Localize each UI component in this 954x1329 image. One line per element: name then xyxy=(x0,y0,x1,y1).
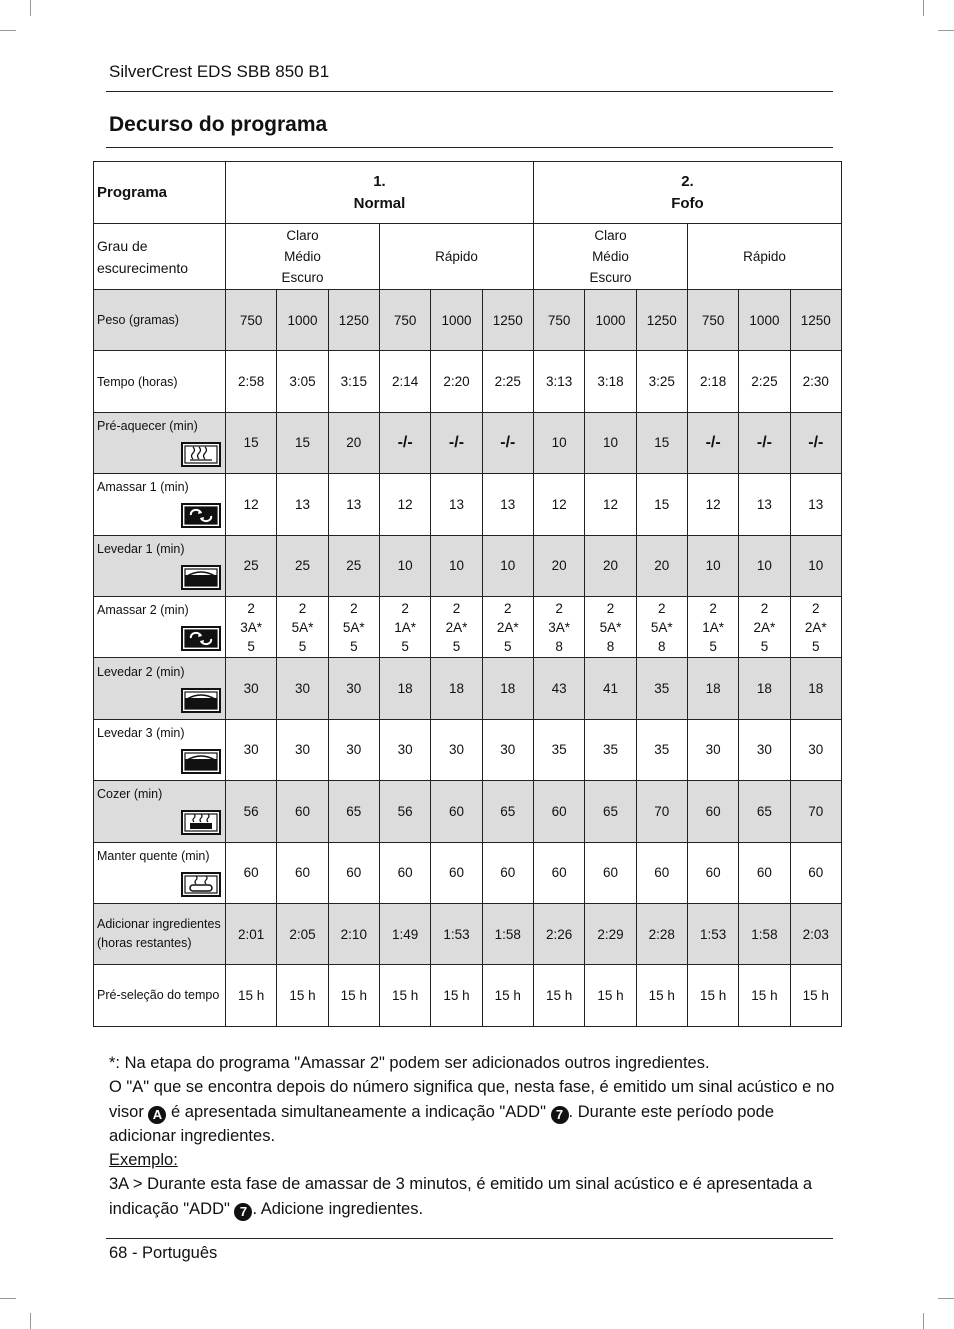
row-label: Tempo (horas) xyxy=(94,351,226,412)
table-cell: 30 xyxy=(328,719,379,780)
table-cell: 2 3A* 8 xyxy=(533,596,584,657)
table-cell: 35 xyxy=(636,719,687,780)
table-cell: 60 xyxy=(790,842,841,903)
table-cell: 18 xyxy=(431,658,482,719)
table-cell: 60 xyxy=(277,781,328,842)
knead-icon xyxy=(181,503,221,531)
table-cell: 30 xyxy=(277,658,328,719)
table-cell: 2:30 xyxy=(790,351,841,412)
table-cell: 12 xyxy=(226,474,277,535)
table-cell: 70 xyxy=(790,781,841,842)
running-header: SilverCrest EDS SBB 850 B1 xyxy=(109,62,330,81)
crop-mark xyxy=(938,1298,954,1299)
table-cell: 18 xyxy=(790,658,841,719)
table-row xyxy=(94,596,842,657)
table-cell: 15 h xyxy=(328,965,379,1026)
table-cell: 2:29 xyxy=(585,903,636,964)
table-cell: -/- xyxy=(379,412,430,473)
table-cell: 1000 xyxy=(277,290,328,351)
row-label: Peso (gramas) xyxy=(94,290,226,351)
table-cell: 12 xyxy=(687,474,738,535)
table-cell: 1000 xyxy=(431,290,482,351)
table-cell: 2:03 xyxy=(790,903,841,964)
table-cell: 1:53 xyxy=(687,903,738,964)
table-cell: 60 xyxy=(687,781,738,842)
table-cell: 15 h xyxy=(482,965,533,1026)
table-cell: 2 5A* 5 xyxy=(277,596,328,657)
table-cell: 15 xyxy=(636,474,687,535)
table-cell: 65 xyxy=(482,781,533,842)
table-row xyxy=(94,965,842,1026)
table-cell: 25 xyxy=(226,535,277,596)
table-cell: 60 xyxy=(379,842,430,903)
table-cell: 13 xyxy=(739,474,790,535)
table-row xyxy=(94,474,842,535)
table-cell: 43 xyxy=(533,658,584,719)
table-cell: 2:10 xyxy=(328,903,379,964)
browning-label: Grau de escurecimento xyxy=(94,224,226,290)
table-cell: 15 h xyxy=(585,965,636,1026)
header-rule xyxy=(106,91,833,92)
table-cell: 2:25 xyxy=(739,351,790,412)
table-row xyxy=(94,781,842,842)
table-cell: 60 xyxy=(226,842,277,903)
crop-mark xyxy=(938,30,954,31)
notes xyxy=(109,1051,837,1221)
table-cell: 1:58 xyxy=(739,903,790,964)
table-cell: 60 xyxy=(636,842,687,903)
table-cell: 18 xyxy=(482,658,533,719)
table-cell: 35 xyxy=(636,658,687,719)
row-label: Amassar 1 (min) xyxy=(94,474,226,535)
table-cell: 41 xyxy=(585,658,636,719)
table-cell: 60 xyxy=(533,842,584,903)
crop-mark xyxy=(30,1313,31,1329)
table-cell: 30 xyxy=(739,719,790,780)
crop-mark xyxy=(923,1313,924,1329)
table-cell: 60 xyxy=(739,842,790,903)
table-cell: 15 xyxy=(277,412,328,473)
table-row xyxy=(94,903,842,964)
preheat-icon xyxy=(181,442,221,470)
crop-mark xyxy=(923,0,924,16)
table-cell: 15 h xyxy=(277,965,328,1026)
table-cell: 25 xyxy=(277,535,328,596)
table-cell: 10 xyxy=(790,535,841,596)
table-cell: 1:53 xyxy=(431,903,482,964)
table-cell: 65 xyxy=(328,781,379,842)
table-cell: 60 xyxy=(431,781,482,842)
table-cell: 750 xyxy=(379,290,430,351)
table-cell: 2 3A* 5 xyxy=(226,596,277,657)
browning-rapido: Rápido xyxy=(687,224,841,290)
table-cell: 65 xyxy=(739,781,790,842)
row-label: Amassar 2 (min) xyxy=(94,596,226,657)
table-cell: 750 xyxy=(226,290,277,351)
table-cell: 13 xyxy=(431,474,482,535)
browning-levels: Claro Médio Escuro xyxy=(533,224,687,290)
table-cell: -/- xyxy=(687,412,738,473)
table-cell: 2:58 xyxy=(226,351,277,412)
table-cell: 2 5A* 8 xyxy=(636,596,687,657)
table-cell: 13 xyxy=(328,474,379,535)
table-cell: 56 xyxy=(226,781,277,842)
table-cell: 13 xyxy=(790,474,841,535)
table-cell: 1000 xyxy=(739,290,790,351)
note-a-meaning: O "A" que se encontra depois do número significa que, nesta fase, é emitido um sinal acústico e no visor A é apresentada simultaneamente a indicação "ADD" 7 . Durante este período pode adicionar ingredientes. xyxy=(109,1078,835,1145)
table-cell: 30 xyxy=(687,719,738,780)
table-cell: 15 h xyxy=(790,965,841,1026)
table-cell: 1250 xyxy=(482,290,533,351)
row-label: Levedar 1 (min) xyxy=(94,535,226,596)
crop-mark xyxy=(30,0,31,16)
row-label: Levedar 3 (min) xyxy=(94,719,226,780)
table-cell: 2:05 xyxy=(277,903,328,964)
table-cell: 30 xyxy=(379,719,430,780)
table-cell: 2 1A* 5 xyxy=(379,596,430,657)
table-cell: 15 xyxy=(636,412,687,473)
table-cell: 15 h xyxy=(431,965,482,1026)
table-row xyxy=(94,658,842,719)
table-cell: 1:58 xyxy=(482,903,533,964)
table-cell: 12 xyxy=(533,474,584,535)
table-cell: -/- xyxy=(482,412,533,473)
table-cell: 60 xyxy=(687,842,738,903)
table-cell: 2 5A* 8 xyxy=(585,596,636,657)
table-cell: 30 xyxy=(482,719,533,780)
crop-mark xyxy=(0,30,16,31)
table-cell: 3:15 xyxy=(328,351,379,412)
table-cell: 60 xyxy=(277,842,328,903)
example-label: Exemplo: xyxy=(109,1151,178,1170)
table-cell: 1000 xyxy=(585,290,636,351)
table-cell: 18 xyxy=(687,658,738,719)
table-cell: 18 xyxy=(379,658,430,719)
table-row xyxy=(94,535,842,596)
table-cell: 30 xyxy=(226,719,277,780)
table-cell: 10 xyxy=(585,412,636,473)
table-cell: 2 2A* 5 xyxy=(790,596,841,657)
table-cell: 30 xyxy=(790,719,841,780)
table-cell: 2 2A* 5 xyxy=(482,596,533,657)
page-footer: 68 - Português xyxy=(109,1244,218,1262)
table-cell: 30 xyxy=(431,719,482,780)
table-cell: 15 h xyxy=(636,965,687,1026)
table-cell: 30 xyxy=(226,658,277,719)
table-cell: 60 xyxy=(533,781,584,842)
table-cell: 10 xyxy=(533,412,584,473)
table-cell: 2:18 xyxy=(687,351,738,412)
section-title: Decurso do programa xyxy=(109,113,328,136)
table-cell: -/- xyxy=(431,412,482,473)
rise-icon xyxy=(181,565,221,593)
table-cell: 60 xyxy=(585,842,636,903)
table-cell: 20 xyxy=(585,535,636,596)
program-header-fofo: 2. Fofo xyxy=(533,162,841,224)
table-cell: 20 xyxy=(533,535,584,596)
table-cell: 15 h xyxy=(379,965,430,1026)
table-cell: 3:18 xyxy=(585,351,636,412)
add-indicator-badge: 7 xyxy=(234,1203,252,1221)
table-cell: 35 xyxy=(533,719,584,780)
footer-rule xyxy=(106,1238,833,1239)
row-label: Manter quente (min) xyxy=(94,842,226,903)
table-cell: 35 xyxy=(585,719,636,780)
table-cell: 70 xyxy=(636,781,687,842)
title-rule xyxy=(106,147,833,148)
table-cell: 60 xyxy=(482,842,533,903)
table-cell: 2 2A* 5 xyxy=(739,596,790,657)
table-cell: 2 1A* 5 xyxy=(687,596,738,657)
crop-mark xyxy=(0,1298,16,1299)
note-asterisk: *: Na etapa do programa "Amassar 2" podem ser adicionados outros ingredientes. xyxy=(109,1054,710,1072)
row-label: Levedar 2 (min) xyxy=(94,658,226,719)
table-cell: 20 xyxy=(328,412,379,473)
table-cell: 18 xyxy=(739,658,790,719)
table-cell: 3:05 xyxy=(277,351,328,412)
table-cell: 1250 xyxy=(636,290,687,351)
table-cell: 30 xyxy=(277,719,328,780)
table-cell: 10 xyxy=(739,535,790,596)
table-cell: 3:13 xyxy=(533,351,584,412)
table-cell: 60 xyxy=(328,842,379,903)
table-row xyxy=(94,412,842,473)
example-text: 3A > Durante esta fase de amassar de 3 minutos, é emitido um sinal acústico e é apresentada a indicação "ADD" 7 . Adicione ingredientes. xyxy=(109,1175,813,1219)
table-cell: 1250 xyxy=(328,290,379,351)
table-cell: 2:26 xyxy=(533,903,584,964)
table-cell: 30 xyxy=(328,658,379,719)
table-row xyxy=(94,719,842,780)
table-cell: 15 xyxy=(226,412,277,473)
program-table xyxy=(93,161,842,1027)
table-cell: -/- xyxy=(790,412,841,473)
table-cell: 3:25 xyxy=(636,351,687,412)
table-cell: 2 2A* 5 xyxy=(431,596,482,657)
table-row xyxy=(94,351,842,412)
table-cell: 60 xyxy=(431,842,482,903)
table-cell: 10 xyxy=(482,535,533,596)
keep-warm-icon xyxy=(181,872,221,900)
table-cell: 10 xyxy=(687,535,738,596)
table-cell: 2:28 xyxy=(636,903,687,964)
table-cell: 1:49 xyxy=(379,903,430,964)
table-cell: -/- xyxy=(739,412,790,473)
table-cell: 12 xyxy=(379,474,430,535)
table-row xyxy=(94,290,842,351)
row-label: Pré-aquecer (min) xyxy=(94,412,226,473)
table-cell: 20 xyxy=(636,535,687,596)
table-cell: 15 h xyxy=(739,965,790,1026)
table-cell: 750 xyxy=(687,290,738,351)
corner-label: Programa xyxy=(94,162,226,224)
table-cell: 13 xyxy=(482,474,533,535)
row-label: Cozer (min) xyxy=(94,781,226,842)
row-label: Pré-seleção do tempo xyxy=(94,965,226,1026)
table-cell: 2:14 xyxy=(379,351,430,412)
table-cell: 13 xyxy=(277,474,328,535)
table-cell: 12 xyxy=(585,474,636,535)
table-cell: 2:25 xyxy=(482,351,533,412)
table-cell: 2:20 xyxy=(431,351,482,412)
knead-icon xyxy=(181,626,221,654)
program-header-normal: 1. Normal xyxy=(226,162,534,224)
browning-rapido: Rápido xyxy=(379,224,533,290)
table-cell: 15 h xyxy=(533,965,584,1026)
bake-icon xyxy=(181,810,221,838)
rise-icon xyxy=(181,749,221,777)
add-indicator-badge: 7 xyxy=(551,1106,569,1124)
table-cell: 2:01 xyxy=(226,903,277,964)
page-number: 68 xyxy=(109,1244,128,1262)
table-cell: 1250 xyxy=(790,290,841,351)
language-label: Português xyxy=(142,1244,218,1262)
table-cell: 10 xyxy=(379,535,430,596)
row-label: Adicionar ingredientes (horas restantes) xyxy=(94,903,226,964)
rise-icon xyxy=(181,688,221,716)
table-cell: 750 xyxy=(533,290,584,351)
table-cell: 15 h xyxy=(226,965,277,1026)
table-cell: 15 h xyxy=(687,965,738,1026)
table-row xyxy=(94,842,842,903)
browning-levels: Claro Médio Escuro xyxy=(226,224,380,290)
table-cell: 2 5A* 5 xyxy=(328,596,379,657)
display-a-badge: A xyxy=(148,1106,166,1124)
table-cell: 56 xyxy=(379,781,430,842)
table-cell: 65 xyxy=(585,781,636,842)
table-cell: 25 xyxy=(328,535,379,596)
table-cell: 10 xyxy=(431,535,482,596)
